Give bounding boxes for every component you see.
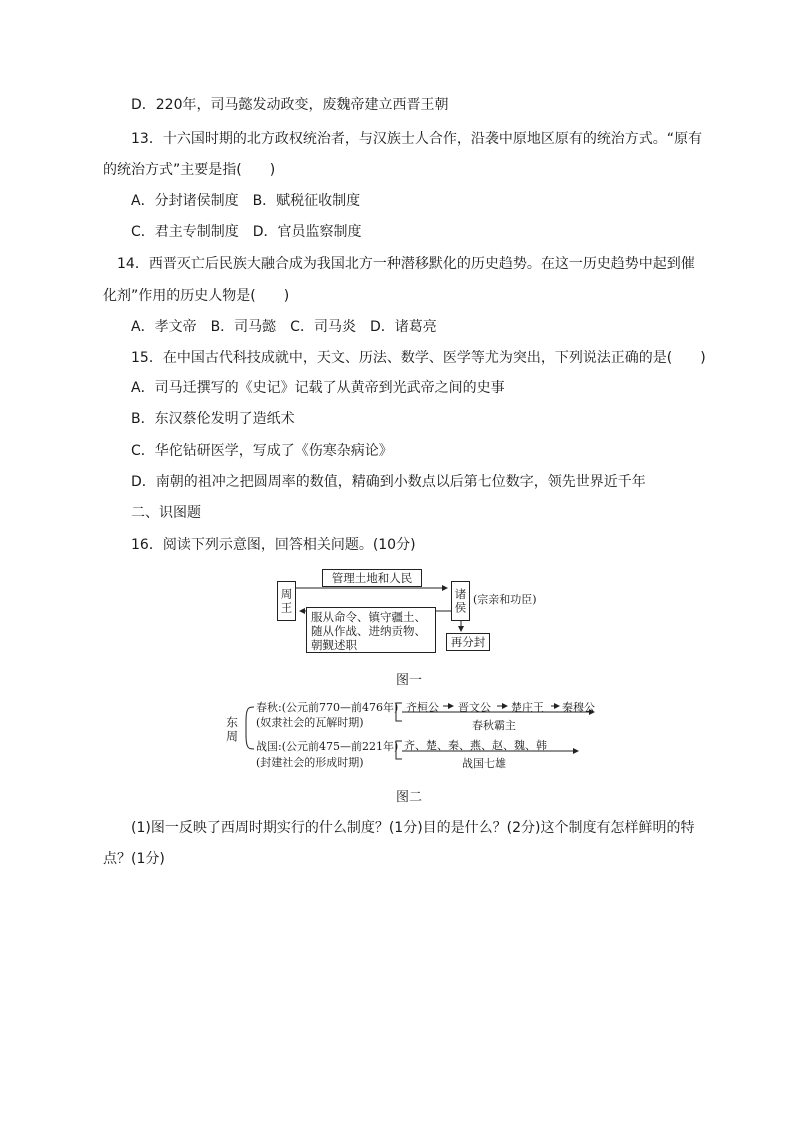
duty-box (306, 607, 436, 653)
question-16-stem: 16．阅读下列示意图，回答相关问题。(10分) (131, 537, 416, 553)
chunqiu-note: (奴隶社会的瓦解时期) (256, 716, 364, 729)
chunqiu-hegemons-label: 春秋霸主 (472, 719, 516, 732)
figure-2-caption: 图二 (396, 790, 423, 805)
question-13-line2: 的统治方式”主要是指( ) (103, 162, 276, 178)
duty-line-2: 随从作战、进纳贡物、 (311, 624, 426, 638)
zhanguo-period: 战国:(公元前475—前221年) (256, 740, 399, 753)
question-16-1-line2: 点？(1分) (103, 851, 165, 867)
zaifenfeng-box: 再分封 (446, 633, 490, 651)
figure-2 (222, 697, 602, 773)
question-14-line2: 化剂”作用的历史人物是( ) (103, 288, 290, 304)
chunqiu-ruler-4: 秦穆公 (562, 701, 595, 714)
dongzhou-label: 东周 (224, 716, 239, 744)
manage-land-box: 管理土地和人民 (322, 569, 422, 587)
question-15-stem: 15．在中国古代科技成就中，天文、历法、数学、医学等尤为突出，下列说法正确的是( ) (131, 350, 706, 366)
duty-line-1: 服从命令、镇守疆土、 (311, 610, 426, 624)
question-15-option-b: B．东汉蔡伦发明了造纸术 (131, 411, 295, 427)
question-15-option-c: C．华佗钻研医学，写成了《伤寒杂病论》 (131, 443, 393, 459)
zhanguo-states: 齐、楚、秦、燕、赵、魏、韩 (404, 739, 547, 752)
zongqin-label: (宗亲和功臣) (473, 593, 537, 606)
chunqiu-ruler-1: 齐桓公 (406, 701, 439, 714)
question-15-option-d: D．南朝的祖冲之把圆周率的数值，精确到小数点以后第七位数字，领先世界近千年 (131, 474, 646, 490)
chunqiu-ruler-2: 晋文公 (458, 701, 491, 714)
question-13-options-cd: C．君主专制制度 D．官员监察制度 (131, 224, 362, 240)
question-13-options-ab: A．分封诸侯制度 B．赋税征收制度 (131, 193, 361, 209)
chunqiu-ruler-3: 楚庄王 (511, 701, 544, 714)
question-14-options: A．孝文帝 B．司马懿 C．司马炎 D．诸葛亮 (131, 319, 437, 335)
chunqiu-period: 春秋:(公元前770—前476年) (256, 701, 399, 714)
question-13-line1: 13．十六国时期的北方政权统治者，与汉族士人合作，沿袭中原地区原有的统治方式。“原有 (131, 131, 703, 147)
section-2-heading: 二、识图题 (131, 505, 201, 521)
zhuhou-box: 诸侯 (451, 581, 470, 621)
figure-1-caption: 图一 (396, 673, 423, 688)
option-d-q12: D．220年，司马懿发动政变，废魏帝建立西晋王朝 (131, 97, 449, 113)
zhanguo-seven-label: 战国七雄 (462, 757, 506, 770)
question-15-option-a: A．司马迁撰写的《史记》记载了从黄帝到光武帝之间的史事 (131, 380, 505, 396)
question-16-1-line1: (1)图一反映了西周时期实行的什么制度？(1分)目的是什么？(2分)这个制度有怎样鲜明的特 (131, 820, 695, 836)
duty-line-3: 朝觐述职 (311, 638, 357, 652)
zhanguo-note: (封建社会的形成时期) (256, 756, 364, 769)
zhouwang-box: 周王 (277, 581, 296, 621)
question-14-line1: 14．西晋灭亡后民族大融合成为我国北方一种潜移默化的历史趋势。在这一历史趋势中起到催 (117, 256, 695, 272)
figure-1 (274, 565, 537, 657)
